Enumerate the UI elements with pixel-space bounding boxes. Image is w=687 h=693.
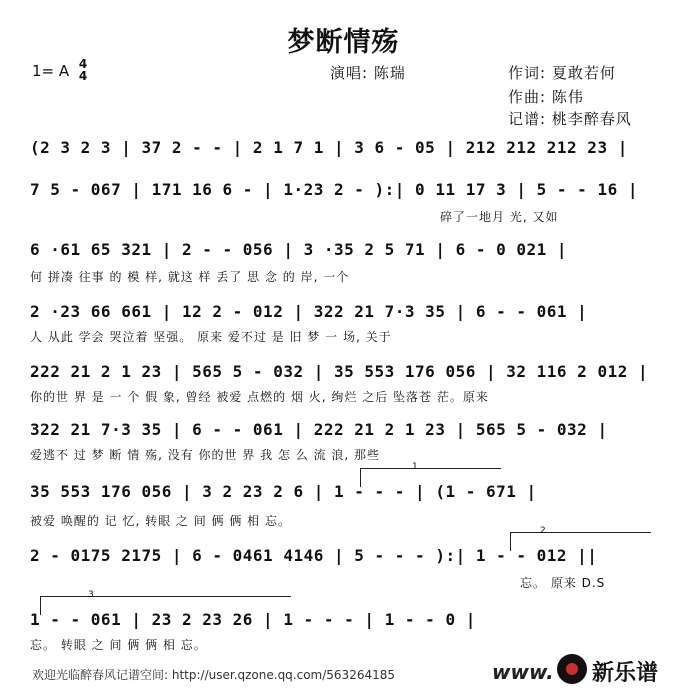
lyric-row-9: 忘。 转眼 之 间 俩 俩 相 忘。 bbox=[30, 638, 207, 652]
logo-disc-icon bbox=[557, 654, 587, 684]
lyric-row-4: 人 从此 学会 哭泣着 坚强。 原来 爱不过 是 旧 梦 一 场, 关于 bbox=[30, 330, 392, 344]
lyric-row-6: 爱逃不 过 梦 断 情 殇, 没有 你的世 界 我 怎 么 流 浪, 那些 bbox=[30, 448, 381, 462]
transcriber-credit: 记谱: 桃李醉春风 bbox=[508, 110, 632, 128]
lyric-row-8: 忘。 原来 D.S bbox=[520, 576, 606, 590]
score-row-8: 2 - 0175 2175 | 6 - 0461 4146 | 5 - - - ):| 1 - - 012 || bbox=[30, 546, 598, 565]
score-row-4: 2 ·23 66 661 | 12 2 - 012 | 322 21 7·3 35 | 6 - - 061 | bbox=[30, 302, 588, 321]
lyric-row-5: 你的世 界 是 一 个 假 象, 曾经 被爱 点燃的 烟 火, 绚烂 之后 坠落苍 茫。原来 bbox=[30, 390, 489, 404]
lyricist-credit: 作词: 夏敢若何 bbox=[508, 64, 616, 82]
watermark-text: www. bbox=[492, 660, 554, 684]
time-signature bbox=[76, 58, 90, 82]
composer-credit: 作曲: 陈伟 bbox=[508, 88, 584, 106]
score-row-2: 7 5 - 067 | 171 16 6 - | 1·23 2 - ):| 0 11 17 3 | 5 - - 16 | bbox=[30, 180, 638, 199]
page-title: 梦断情殇 bbox=[287, 27, 400, 58]
time-sig-top: 4 bbox=[78, 57, 88, 71]
score-row-3: 6 ·61 65 321 | 2 - - 056 | 3 ·35 2 5 71 | 6 - 0 021 | bbox=[30, 240, 568, 259]
lyric-row-3: 何 拼凑 往事 的 模 样, 就这 样 丢了 思 念 的 岸, 一个 bbox=[30, 270, 350, 284]
volta-1-number: 1 bbox=[412, 462, 418, 472]
score-row-9: 1 - - 061 | 23 2 23 26 | 1 - - - | 1 - - 0 | bbox=[30, 610, 476, 629]
score-row-6: 322 21 7·3 35 | 6 - - 061 | 222 21 2 1 23 | 565 5 - 032 | bbox=[30, 420, 608, 439]
score-row-1: (2 3 2 3 | 37 2 - - | 2 1 7 1 | 3 6 - 05 | 212 212 212 23 | bbox=[30, 138, 628, 157]
volta-2-number: 2 bbox=[540, 526, 546, 536]
lyric-row-2: 碎了一地月 光, 又如 bbox=[440, 210, 559, 224]
singer-credit: 演唱: 陈瑞 bbox=[330, 64, 406, 82]
score-row-7: 35 553 176 056 | 3 2 23 2 6 | 1 - - - | (1 - 671 | bbox=[30, 482, 537, 501]
score-row-5: 222 21 2 1 23 | 565 5 - 032 | 35 553 176 056 | 32 116 2 012 | bbox=[30, 362, 649, 381]
footer-link-text[interactable]: 欢迎光临醉春风记谱空间: http://user.qzone.qq.com/563264185 bbox=[32, 668, 396, 682]
lyric-row-7: 被爱 唤醒的 记 忆, 转眼 之 间 俩 俩 相 忘。 bbox=[30, 514, 291, 528]
key-signature: 1= A bbox=[32, 62, 70, 80]
volta-3-number: 3 bbox=[88, 590, 94, 600]
time-sig-bottom: 4 bbox=[78, 69, 88, 83]
site-logo: 新乐谱 bbox=[592, 661, 659, 686]
